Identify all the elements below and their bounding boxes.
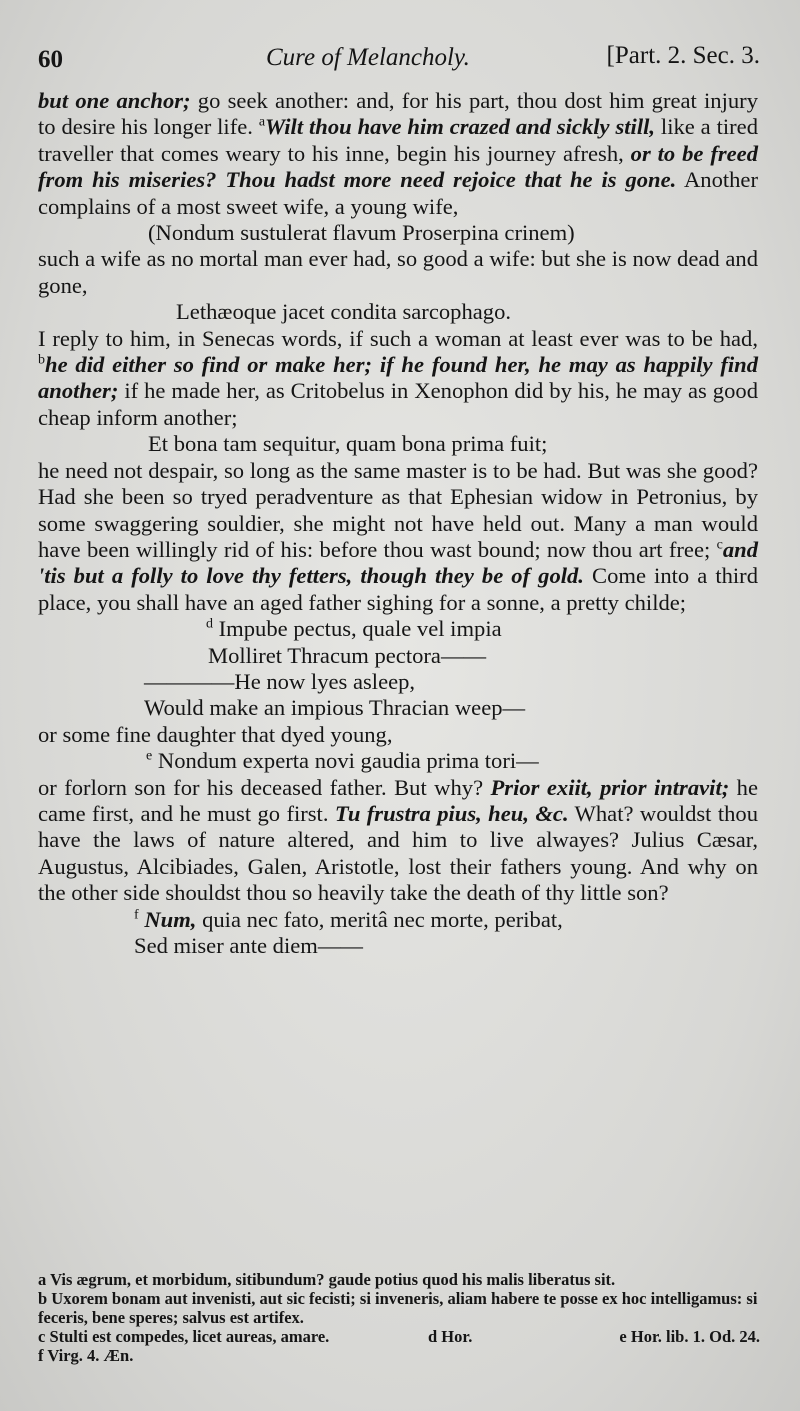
footnote-row: [38, 1327, 760, 1346]
footnote-marker: f: [134, 907, 139, 923]
text-run: like a tired traveller that comes weary to his inne, begin his journey afresh,: [38, 114, 759, 166]
verse-line: Et bona tam sequitur, quam bona prima fuit;: [148, 431, 548, 457]
text-run: he came first, and he must go first.: [38, 774, 758, 826]
section-reference: [Part. 2. Sec. 3.: [606, 42, 760, 69]
running-title: Cure of Melancholy.: [266, 44, 470, 71]
paragraph: [38, 458, 758, 616]
footnote: d Hor.: [428, 1327, 473, 1346]
text-run: [651, 141, 658, 166]
italic-phrase: and 'tis but a folly to love thy fetters, though they be of gold.: [38, 536, 758, 589]
verse-line: [38, 748, 758, 774]
page-number: 60: [38, 46, 63, 73]
verse-text: Nondum experta novi gaudia prima tori—: [157, 748, 539, 774]
text-run: Come into a third place, you shall have an aged father sighing for a sonne, a pretty childe;: [38, 563, 758, 615]
footnote: c Stulti est compedes, licet aureas, amare.: [38, 1327, 330, 1346]
italic-phrase: Wilt thou have him crazed and sickly still,: [265, 114, 656, 140]
paragraph: such a wife as no mortal man ever had, so good a wife: but she is now dead and gone,: [38, 246, 758, 298]
footnote: f Virg. 4. Æn.: [38, 1346, 134, 1365]
verse-line: (Nondum sustulerat flavum Proserpina crinem): [148, 220, 575, 246]
text-run: go seek another: and, for his part, thou dost him great injury to desire his longer life.: [38, 88, 759, 140]
text-run: he need not despair, so long as the same master is to be had. But was she good? Had she been so tryed peradventure as that Ephesian widow in Petronius, by some swaggering souldier, she might not have held out. Many a man would have been willingly rid of his: before thou wast bound; now thou art free;: [38, 457, 758, 562]
italic-phrase: Prior exiit, prior intravit;: [490, 774, 730, 800]
page-header: [38, 40, 760, 80]
text-run: What? wouldst thou have the laws of nature altered, and him to live alwayes? Julius Cæsar, Augustus, Alcibiades, Galen, Aristotle, lost their fathers young. And why on the other side shouldst thou so heavily take the death of thy little son?: [38, 800, 758, 906]
verse-line: [38, 616, 758, 642]
verse-line: Molliret Thracum pectora——: [208, 642, 487, 668]
footnote-marker: c: [716, 537, 723, 553]
italic-phrase: or: [630, 140, 651, 166]
footnote-marker: d: [206, 616, 213, 632]
verse-text: Impube pectus, quale vel impia: [218, 616, 502, 642]
italic-phrase: but one anchor;: [38, 88, 191, 113]
text-run: if he made her, as Critobelus in Xenophon did by his, he may as good cheap inform another;: [38, 378, 758, 430]
paragraph: [38, 775, 758, 907]
paragraph: [38, 326, 758, 432]
footnote: b Uxorem bonam aut invenisti, aut sic fecisti; si inveneris, aliam habere te posse ex hoc intelligamus: si feceris, bene speres; salvus est artifex.: [38, 1289, 758, 1327]
verse-text: quia nec fato, meritâ nec morte, peribat,: [196, 906, 563, 932]
footnote: e Hor. lib. 1. Od. 24.: [619, 1327, 760, 1346]
text-run: or forlorn son for his deceased father. But why?: [38, 774, 491, 800]
text-run: Another complains of a most sweet wife, a young wife,: [38, 167, 758, 219]
verse-line: Lethæoque jacet condita sarcophago.: [176, 299, 512, 325]
footnotes: [38, 1270, 760, 1365]
verse-line: [38, 907, 758, 933]
text-run: I reply to him, in Senecas words, if such a woman at least ever was to be had,: [38, 325, 758, 351]
italic-phrase: Tu frustra pius, heu, &c.: [334, 800, 569, 826]
footnote-marker: e: [146, 748, 153, 764]
verse-line: Would make an impious Thracian weep—: [144, 695, 526, 721]
main-text: [38, 88, 758, 959]
verse-line: Sed miser ante diem——: [134, 933, 364, 958]
footnote-marker: a: [258, 114, 266, 130]
italic-phrase: he did either so find or make her; if he found her, he may as happily find another;: [38, 352, 758, 404]
footnote-marker: b: [38, 352, 45, 368]
verse-line: ————He now lyes asleep,: [144, 668, 416, 694]
italic-phrase: Num,: [144, 906, 197, 932]
paragraph: or some fine daughter that dyed young,: [38, 721, 393, 747]
footnote: a Vis ægrum, et morbidum, sitibundum? gaude potius quod his malis liberatus sit.: [38, 1270, 616, 1289]
italic-phrase: to be freed from his miseries? Thou hadst more need rejoice that he is gone.: [38, 140, 758, 193]
paragraph: [38, 88, 758, 220]
